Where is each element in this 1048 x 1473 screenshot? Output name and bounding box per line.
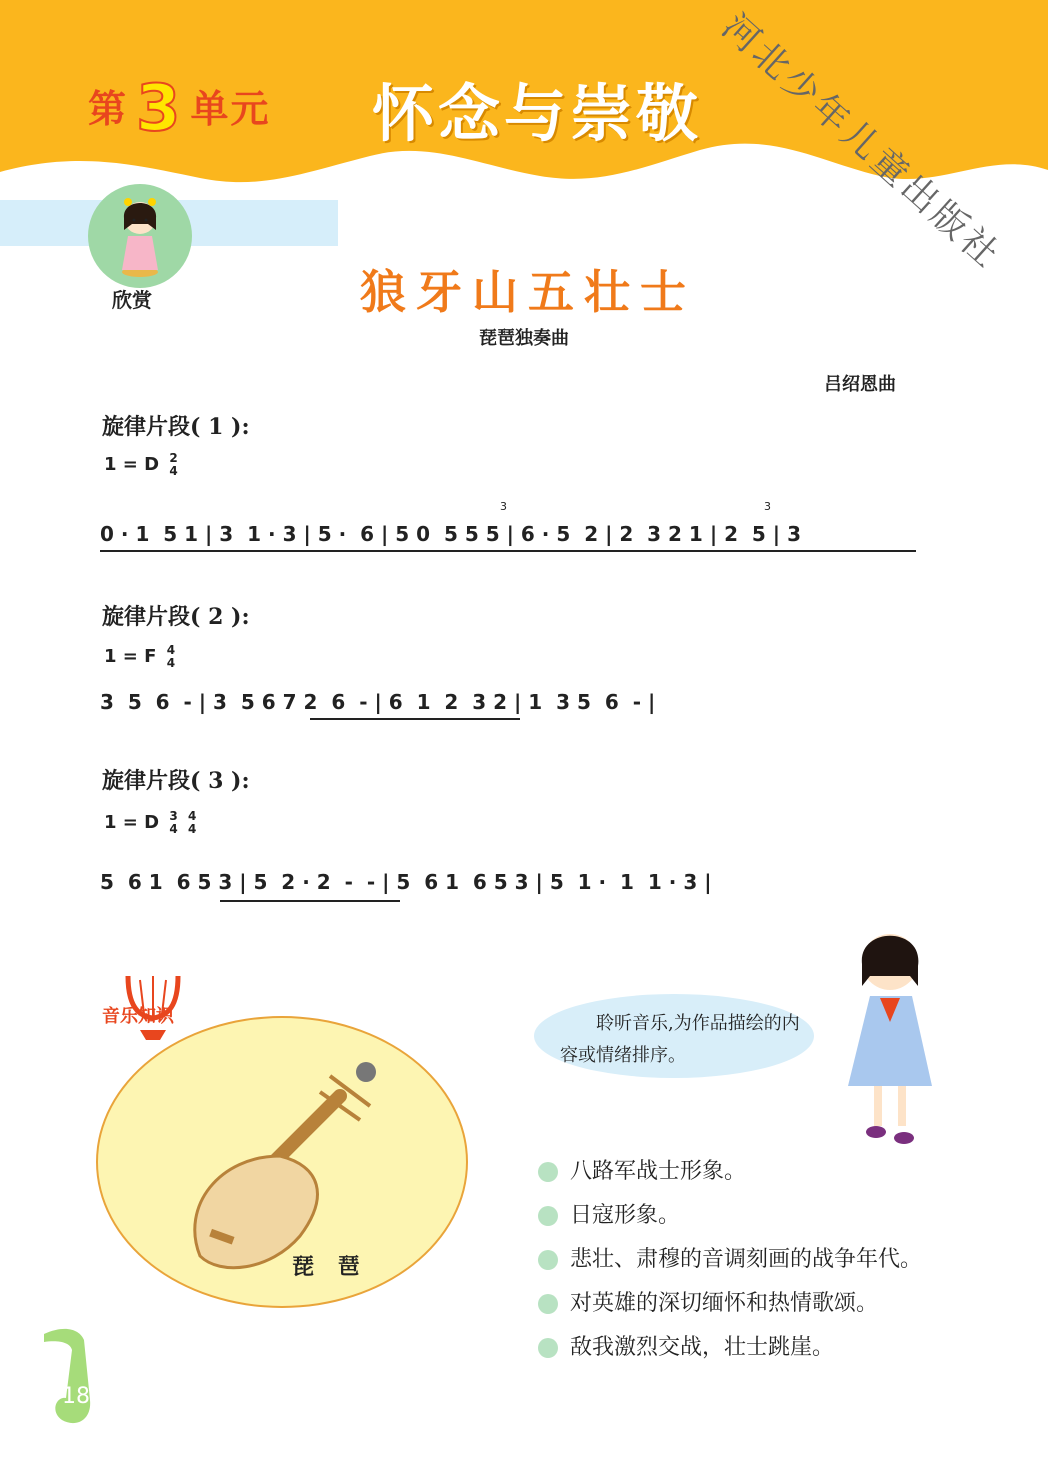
notation-text: 0 · 1 5 1 | 3 1 · 3 | 5 · 6 | 5 0 5 5 5 | 6 · 5 2 | 2 3 2 1 | 2 5 | 3 — [100, 522, 801, 546]
key-signature: 1 = D — [104, 454, 160, 475]
triplet-mark: 3 — [500, 500, 507, 513]
segment-3-label: 旋律片段( 3 ): — [102, 768, 250, 794]
music-knowledge-title: 音乐知识 — [102, 1006, 174, 1027]
list-item: 对英雄的深切缅怀和热情歌颂。 — [538, 1284, 922, 1328]
time-signature: 4 4 — [166, 643, 176, 670]
notation-text: 3 5 6 - | 3 5 6 7 2 6 - | 6 1 2 3 2 | 1 3 5 6 - | — [100, 690, 656, 714]
key-signature: 1 = F — [104, 646, 157, 667]
pipa-label: 琵 琶 — [292, 1254, 368, 1280]
section-label: 欣赏 — [112, 288, 152, 312]
bullet-dot — [538, 1294, 558, 1314]
song-title: 狼牙山五壮士 — [360, 265, 696, 319]
unit-label — [88, 72, 271, 146]
bullet-dot — [538, 1338, 558, 1358]
notation-text: 5 6 1 6 5 3 | 5 2 · 2 - - | 5 6 1 6 5 3 | 5 1 · 1 1 · 3 | — [100, 870, 712, 894]
unit-suffix: 单元 — [190, 87, 271, 131]
girl-standing-icon — [840, 926, 950, 1156]
pipa-icon — [180, 1056, 390, 1276]
unit-title: 怀念与崇敬 — [372, 77, 703, 150]
list-item: 悲壮、肃穆的音调刻画的战争年代。 — [538, 1240, 922, 1284]
bullet-dot — [538, 1162, 558, 1182]
page-number: 18 — [62, 1384, 90, 1409]
time-signature: 4 4 — [188, 809, 197, 836]
girl-sitting-icon — [88, 184, 192, 288]
underline — [220, 900, 400, 902]
time-signature: 3 4 — [169, 809, 178, 836]
ordering-list — [538, 1152, 922, 1372]
composer: 吕绍恩曲 — [824, 374, 896, 395]
publisher-watermark — [700, 0, 1040, 340]
unit-number: 3 — [136, 72, 183, 146]
unit-prefix: 第 — [88, 87, 129, 131]
segment-2-label: 旋律片段( 2 ): — [102, 604, 250, 630]
list-item: 日寇形象。 — [538, 1196, 922, 1240]
triplet-mark: 3 — [764, 500, 771, 513]
underline — [100, 550, 916, 552]
key-signature: 1 = D — [104, 812, 160, 833]
segment-1-label: 旋律片段( 1 ): — [102, 414, 250, 440]
time-signature: 2 4 — [169, 451, 178, 478]
segment-1-key — [104, 452, 178, 478]
list-item: 八路军战士形象。 — [538, 1152, 922, 1196]
bullet-dot — [538, 1250, 558, 1270]
segment-3-key — [104, 810, 196, 836]
girl-avatar-badge — [88, 184, 192, 288]
saxophone-icon — [36, 1320, 116, 1430]
song-subtitle: 琵琶独奏曲 — [479, 328, 569, 349]
underline — [310, 718, 520, 720]
speech-bubble-text: 聆听音乐,为作品描绘的内容或情绪排序。 — [560, 1013, 800, 1066]
bullet-dot — [538, 1206, 558, 1226]
list-item: 敌我激烈交战，壮士跳崖。 — [538, 1328, 922, 1372]
watermark-text: 河北少年儿童出版社 — [713, 6, 1009, 278]
segment-2-key — [104, 644, 175, 670]
